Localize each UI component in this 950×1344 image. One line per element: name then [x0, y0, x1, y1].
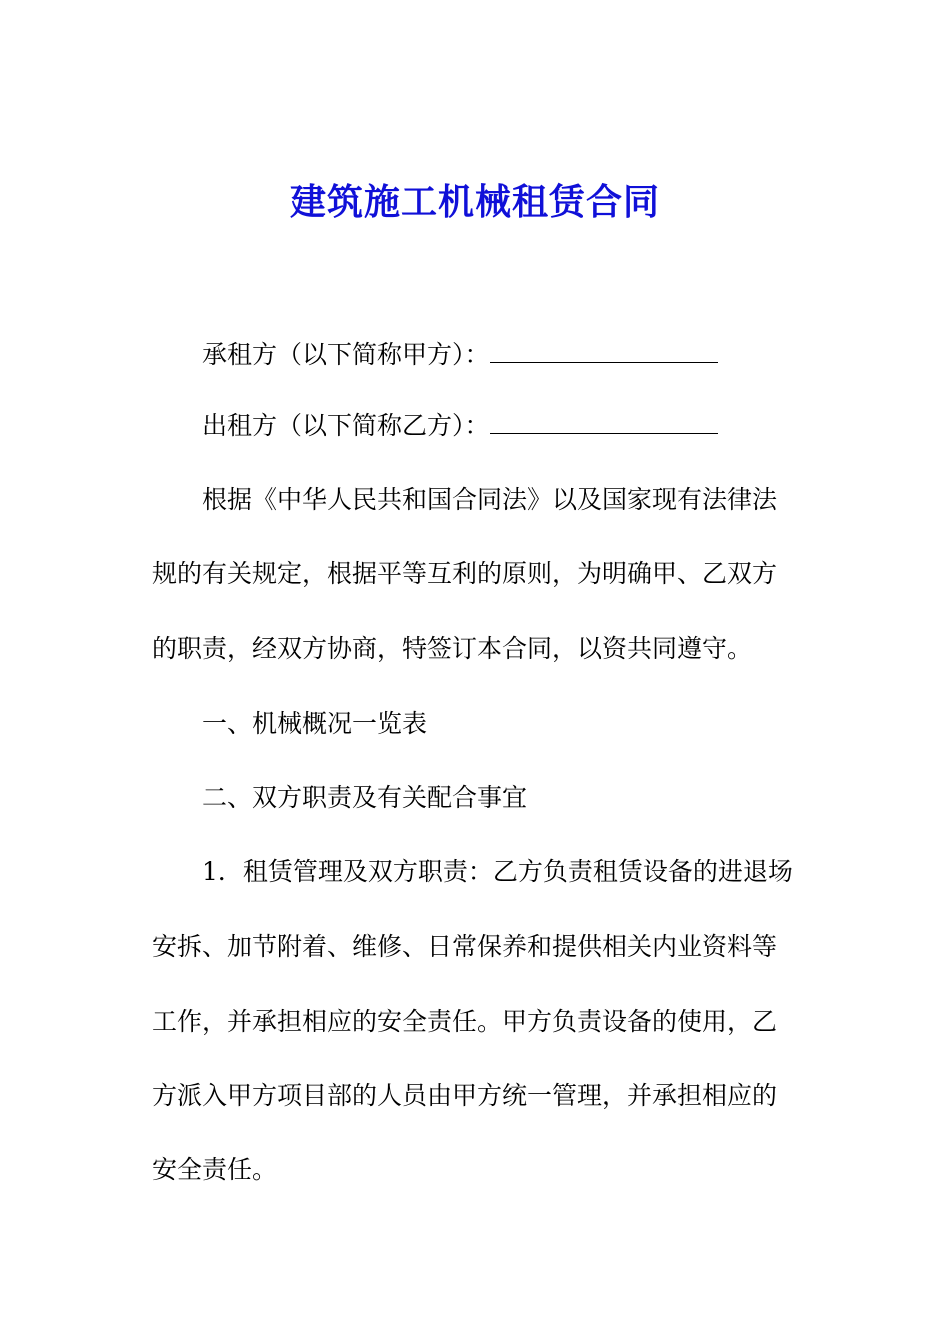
document-title: 建筑施工机械租赁合同 [289, 181, 660, 223]
lessee-label: 承租方（以下简称甲方）： [202, 340, 490, 369]
preamble-line: 规的有关规定，根据平等互利的原则，为明确甲、乙双方 [152, 559, 778, 588]
lessee-blank [490, 340, 718, 363]
clause-line: 1．租赁管理及双方职责：乙方负责租赁设备的进退场 [202, 857, 793, 886]
lessor-blank [490, 411, 718, 434]
clause-line: 安拆、加节附着、维修、日常保养和提供相关内业资料等 [152, 932, 778, 961]
section-heading: 二、双方职责及有关配合事宜 [202, 783, 528, 812]
clause-line: 安全责任。 [152, 1155, 278, 1184]
clause-line: 工作，并承担相应的安全责任。甲方负责设备的使用，乙 [152, 1007, 778, 1036]
clause-line: 方派入甲方项目部的人员由甲方统一管理，并承担相应的 [152, 1081, 778, 1110]
lessor-label: 出租方（以下简称乙方）： [202, 411, 490, 440]
lessee-line [202, 337, 862, 373]
section-heading: 一、机械概况一览表 [202, 709, 428, 738]
lessor-line [202, 408, 862, 444]
preamble-line: 根据《中华人民共和国合同法》以及国家现有法律法 [202, 485, 778, 514]
preamble-line: 的职责，经双方协商，特签订本合同，以资共同遵守。 [152, 634, 753, 663]
